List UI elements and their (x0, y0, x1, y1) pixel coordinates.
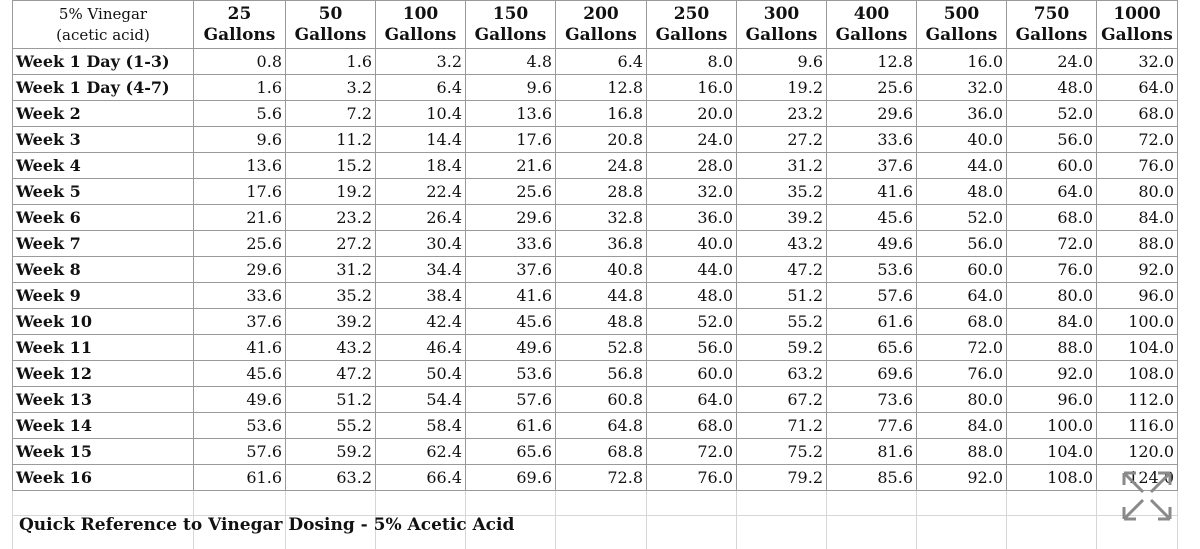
column-header[interactable] (1097, 1, 1178, 49)
table-row (13, 179, 1178, 205)
table-cell[interactable]: 3.2 (286, 75, 376, 101)
table-cell[interactable]: 84.0 (917, 413, 1007, 439)
table-cell[interactable]: 44.8 (556, 283, 647, 309)
table-cell[interactable]: 44.0 (917, 153, 1007, 179)
table-cell[interactable]: 64.0 (1007, 179, 1097, 205)
column-unit: Gallons (379, 25, 462, 46)
table-cell[interactable]: 112.0 (1097, 387, 1178, 413)
dosing-spreadsheet (12, 0, 1178, 549)
empty-cell[interactable] (13, 491, 194, 516)
table-cell[interactable]: 53.6 (466, 361, 556, 387)
table-cell[interactable]: 25.6 (466, 179, 556, 205)
table-caption: Quick Reference to Vinegar Dosing - 5% Acetic Acid (19, 515, 514, 535)
table-cell[interactable]: 32.0 (1097, 49, 1178, 75)
table-cell[interactable]: 20.0 (647, 101, 737, 127)
table-cell[interactable]: 61.6 (466, 413, 556, 439)
table-cell[interactable]: 31.2 (286, 257, 376, 283)
table-cell[interactable]: 120.0 (1097, 439, 1178, 465)
expand-arrows-icon (1116, 465, 1178, 527)
table-cell[interactable]: 39.2 (286, 309, 376, 335)
row-label[interactable]: Week 1 Day (1-3) (13, 49, 194, 75)
table-cell[interactable]: 60.0 (647, 361, 737, 387)
empty-cell[interactable] (376, 491, 466, 516)
table-cell[interactable]: 75.2 (737, 439, 827, 465)
table-cell[interactable]: 41.6 (827, 179, 917, 205)
table-cell[interactable]: 12.8 (827, 49, 917, 75)
table-cell[interactable]: 108.0 (1097, 361, 1178, 387)
table-cell[interactable]: 36.8 (556, 231, 647, 257)
column-header[interactable] (737, 1, 827, 49)
table-cell[interactable]: 65.6 (466, 439, 556, 465)
row-label[interactable]: Week 9 (13, 283, 194, 309)
row-label[interactable]: Week 16 (13, 465, 194, 491)
table-cell[interactable]: 36.0 (917, 101, 1007, 127)
column-unit: Gallons (469, 25, 552, 46)
empty-cell[interactable] (917, 516, 1007, 549)
table-cell[interactable]: 9.6 (737, 49, 827, 75)
table-cell[interactable]: 1.6 (194, 75, 286, 101)
column-size: 250 (650, 4, 733, 25)
table-cell[interactable]: 51.2 (286, 387, 376, 413)
table-cell[interactable]: 68.0 (1097, 101, 1178, 127)
table-cell[interactable]: 52.8 (556, 335, 647, 361)
column-unit: Gallons (559, 25, 643, 46)
table-cell[interactable]: 16.8 (556, 101, 647, 127)
table-row (13, 257, 1178, 283)
table-cell[interactable]: 100.0 (1007, 413, 1097, 439)
table-cell[interactable]: 81.6 (827, 439, 917, 465)
column-unit: Gallons (1100, 25, 1174, 46)
empty-cell[interactable] (827, 516, 917, 549)
table-row (13, 153, 1178, 179)
empty-cell[interactable] (286, 491, 376, 516)
dosing-table (12, 0, 1178, 549)
table-cell[interactable]: 72.0 (647, 439, 737, 465)
table-cell[interactable]: 69.6 (827, 361, 917, 387)
table-cell[interactable]: 80.0 (917, 387, 1007, 413)
table-cell[interactable]: 73.6 (827, 387, 917, 413)
row-label[interactable]: Week 15 (13, 439, 194, 465)
table-cell[interactable]: 28.8 (556, 179, 647, 205)
table-cell[interactable]: 17.6 (466, 127, 556, 153)
empty-cell[interactable] (647, 491, 737, 516)
table-row (13, 361, 1178, 387)
table-row (13, 101, 1178, 127)
table-cell[interactable]: 56.0 (647, 335, 737, 361)
table-cell[interactable]: 16.0 (647, 75, 737, 101)
table-cell[interactable]: 25.6 (194, 231, 286, 257)
table-cell[interactable]: 49.6 (194, 387, 286, 413)
corner-line-1: 5% Vinegar (16, 4, 190, 25)
table-cell[interactable]: 65.6 (827, 335, 917, 361)
column-size: 750 (1010, 4, 1093, 25)
table-cell[interactable]: 88.0 (1097, 231, 1178, 257)
table-cell[interactable]: 96.0 (1007, 387, 1097, 413)
table-row (13, 231, 1178, 257)
row-label[interactable]: Week 7 (13, 231, 194, 257)
table-cell[interactable]: 64.0 (1097, 75, 1178, 101)
empty-cell[interactable] (737, 491, 827, 516)
table-cell[interactable]: 58.4 (376, 413, 466, 439)
table-cell[interactable]: 30.4 (376, 231, 466, 257)
table-cell[interactable]: 40.0 (917, 127, 1007, 153)
column-size: 25 (197, 4, 282, 25)
table-cell[interactable]: 55.2 (286, 413, 376, 439)
table-cell[interactable]: 88.0 (917, 439, 1007, 465)
empty-cell[interactable] (917, 491, 1007, 516)
column-header[interactable] (556, 1, 647, 49)
column-size: 50 (289, 4, 372, 25)
empty-cell[interactable] (556, 491, 647, 516)
table-cell[interactable]: 21.6 (466, 153, 556, 179)
table-cell[interactable]: 68.0 (1007, 205, 1097, 231)
table-cell[interactable]: 39.2 (737, 205, 827, 231)
table-cell[interactable]: 1.6 (286, 49, 376, 75)
empty-cell[interactable] (737, 516, 827, 549)
table-cell[interactable]: 104.0 (1097, 335, 1178, 361)
table-cell[interactable]: 63.2 (286, 465, 376, 491)
table-cell[interactable]: 24.0 (1007, 49, 1097, 75)
table-cell[interactable]: 84.0 (1007, 309, 1097, 335)
table-cell[interactable]: 51.2 (737, 283, 827, 309)
table-cell[interactable]: 41.6 (466, 283, 556, 309)
table-cell[interactable]: 7.2 (286, 101, 376, 127)
table-cell[interactable]: 23.2 (737, 101, 827, 127)
table-cell[interactable]: 76.0 (1097, 153, 1178, 179)
table-cell[interactable]: 47.2 (737, 257, 827, 283)
table-cell[interactable]: 61.6 (827, 309, 917, 335)
table-cell[interactable]: 27.2 (286, 231, 376, 257)
table-cell[interactable]: 76.0 (917, 361, 1007, 387)
row-label[interactable]: Week 5 (13, 179, 194, 205)
table-cell[interactable]: 92.0 (1007, 361, 1097, 387)
table-cell[interactable]: 29.6 (194, 257, 286, 283)
table-cell[interactable]: 37.6 (194, 309, 286, 335)
column-unit: Gallons (650, 25, 733, 46)
table-cell[interactable]: 24.0 (647, 127, 737, 153)
table-cell[interactable]: 50.4 (376, 361, 466, 387)
row-label[interactable]: Week 1 Day (4-7) (13, 75, 194, 101)
table-cell[interactable]: 63.2 (737, 361, 827, 387)
table-cell[interactable]: 72.0 (1097, 127, 1178, 153)
table-cell[interactable]: 43.2 (286, 335, 376, 361)
table-cell[interactable]: 38.4 (376, 283, 466, 309)
row-label[interactable]: Week 2 (13, 101, 194, 127)
empty-cell[interactable] (194, 491, 286, 516)
table-cell[interactable]: 48.0 (917, 179, 1007, 205)
table-row (13, 283, 1178, 309)
table-cell[interactable]: 80.0 (1007, 283, 1097, 309)
table-cell[interactable]: 9.6 (466, 75, 556, 101)
table-cell[interactable]: 45.6 (466, 309, 556, 335)
table-cell[interactable]: 104.0 (1007, 439, 1097, 465)
table-cell[interactable]: 49.6 (827, 231, 917, 257)
table-cell[interactable]: 68.0 (917, 309, 1007, 335)
column-header[interactable] (647, 1, 737, 49)
table-cell[interactable]: 84.0 (1097, 205, 1178, 231)
table-cell[interactable]: 18.4 (376, 153, 466, 179)
table-row (13, 413, 1178, 439)
table-cell[interactable]: 42.4 (376, 309, 466, 335)
table-cell[interactable]: 88.0 (1007, 335, 1097, 361)
table-cell[interactable]: 14.4 (376, 127, 466, 153)
corner-line-2: (acetic acid) (16, 25, 190, 46)
table-cell[interactable]: 56.0 (917, 231, 1007, 257)
table-cell[interactable]: 77.6 (827, 413, 917, 439)
table-cell[interactable]: 3.2 (376, 49, 466, 75)
table-cell[interactable]: 33.6 (194, 283, 286, 309)
row-label[interactable]: Week 8 (13, 257, 194, 283)
table-cell[interactable]: 59.2 (737, 335, 827, 361)
table-cell[interactable]: 52.0 (1007, 101, 1097, 127)
table-cell[interactable]: 32.8 (556, 205, 647, 231)
table-cell[interactable]: 21.6 (194, 205, 286, 231)
table-cell[interactable]: 33.6 (466, 231, 556, 257)
table-cell[interactable]: 13.6 (466, 101, 556, 127)
table-cell[interactable]: 68.8 (556, 439, 647, 465)
table-row (13, 49, 1178, 75)
header-row (13, 1, 1178, 49)
table-cell[interactable]: 76.0 (1007, 257, 1097, 283)
corner-header[interactable] (13, 1, 194, 49)
table-row (13, 309, 1178, 335)
table-cell[interactable]: 40.8 (556, 257, 647, 283)
table-cell[interactable]: 0.8 (194, 49, 286, 75)
table-cell[interactable]: 92.0 (917, 465, 1007, 491)
table-row (13, 439, 1178, 465)
table-cell[interactable]: 11.2 (286, 127, 376, 153)
table-cell[interactable]: 54.4 (376, 387, 466, 413)
table-row (13, 335, 1178, 361)
table-cell[interactable]: 55.2 (737, 309, 827, 335)
empty-cell[interactable] (647, 516, 737, 549)
table-cell[interactable]: 4.8 (466, 49, 556, 75)
column-size: 400 (830, 4, 913, 25)
empty-cell[interactable] (466, 491, 556, 516)
table-cell[interactable]: 56.8 (556, 361, 647, 387)
table-cell[interactable]: 33.6 (827, 127, 917, 153)
row-label[interactable]: Week 3 (13, 127, 194, 153)
table-cell[interactable]: 47.2 (286, 361, 376, 387)
table-cell[interactable]: 23.2 (286, 205, 376, 231)
column-unit: Gallons (1010, 25, 1093, 46)
table-cell[interactable]: 35.2 (737, 179, 827, 205)
table-cell[interactable]: 40.0 (647, 231, 737, 257)
table-cell[interactable]: 29.6 (466, 205, 556, 231)
table-cell[interactable]: 44.0 (647, 257, 737, 283)
row-label[interactable]: Week 11 (13, 335, 194, 361)
table-cell[interactable]: 26.4 (376, 205, 466, 231)
table-cell[interactable]: 16.0 (917, 49, 1007, 75)
table-cell[interactable]: 49.6 (466, 335, 556, 361)
table-cell[interactable]: 25.6 (827, 75, 917, 101)
table-cell[interactable]: 46.4 (376, 335, 466, 361)
empty-cell[interactable] (556, 516, 647, 549)
table-cell[interactable]: 15.2 (286, 153, 376, 179)
row-label[interactable]: Week 14 (13, 413, 194, 439)
table-cell[interactable]: 57.6 (466, 387, 556, 413)
column-header[interactable] (1007, 1, 1097, 49)
table-cell[interactable]: 27.2 (737, 127, 827, 153)
table-cell[interactable]: 72.0 (917, 335, 1007, 361)
table-cell[interactable]: 79.2 (737, 465, 827, 491)
table-cell[interactable]: 32.0 (647, 179, 737, 205)
table-row (13, 387, 1178, 413)
table-cell[interactable]: 59.2 (286, 439, 376, 465)
table-row (13, 127, 1178, 153)
row-label[interactable]: Week 13 (13, 387, 194, 413)
column-header[interactable] (286, 1, 376, 49)
column-unit: Gallons (830, 25, 913, 46)
column-unit: Gallons (920, 25, 1003, 46)
table-cell[interactable]: 100.0 (1097, 309, 1178, 335)
table-cell[interactable]: 52.0 (647, 309, 737, 335)
table-cell[interactable]: 48.8 (556, 309, 647, 335)
table-cell[interactable]: 61.6 (194, 465, 286, 491)
table-cell[interactable]: 36.0 (647, 205, 737, 231)
table-cell[interactable]: 48.0 (1007, 75, 1097, 101)
table-cell[interactable]: 64.8 (556, 413, 647, 439)
table-cell[interactable]: 29.6 (827, 101, 917, 127)
table-cell[interactable]: 19.2 (286, 179, 376, 205)
column-header[interactable] (376, 1, 466, 49)
table-cell[interactable]: 68.0 (647, 413, 737, 439)
table-cell[interactable]: 64.0 (647, 387, 737, 413)
table-cell[interactable]: 56.0 (1007, 127, 1097, 153)
column-size: 100 (379, 4, 462, 25)
table-cell[interactable]: 116.0 (1097, 413, 1178, 439)
column-size: 300 (740, 4, 823, 25)
table-cell[interactable]: 60.8 (556, 387, 647, 413)
table-cell[interactable]: 92.0 (1097, 257, 1178, 283)
table-cell[interactable]: 85.6 (827, 465, 917, 491)
table-row (13, 75, 1178, 101)
row-label[interactable]: Week 10 (13, 309, 194, 335)
table-cell[interactable]: 108.0 (1007, 465, 1097, 491)
table-cell[interactable]: 35.2 (286, 283, 376, 309)
column-size: 150 (469, 4, 552, 25)
empty-cell[interactable] (1007, 516, 1097, 549)
table-row (13, 465, 1178, 491)
column-header[interactable] (827, 1, 917, 49)
table-cell[interactable]: 76.0 (647, 465, 737, 491)
table-cell[interactable]: 67.2 (737, 387, 827, 413)
column-unit: Gallons (289, 25, 372, 46)
column-unit: Gallons (740, 25, 823, 46)
table-cell[interactable]: 80.0 (1097, 179, 1178, 205)
table-cell[interactable]: 37.6 (466, 257, 556, 283)
table-cell[interactable]: 28.0 (647, 153, 737, 179)
table-cell[interactable]: 8.0 (647, 49, 737, 75)
column-header[interactable] (194, 1, 286, 49)
empty-row (13, 491, 1178, 516)
row-label[interactable]: Week 12 (13, 361, 194, 387)
table-cell[interactable]: 69.6 (466, 465, 556, 491)
column-size: 500 (920, 4, 1003, 25)
table-cell[interactable]: 64.0 (917, 283, 1007, 309)
table-cell[interactable]: 53.6 (827, 257, 917, 283)
column-unit: Gallons (197, 25, 282, 46)
column-header[interactable] (917, 1, 1007, 49)
table-cell[interactable]: 48.0 (647, 283, 737, 309)
expand-button[interactable] (1116, 465, 1178, 527)
table-cell[interactable]: 45.6 (827, 205, 917, 231)
table-cell[interactable]: 72.8 (556, 465, 647, 491)
table-cell[interactable]: 72.0 (1007, 231, 1097, 257)
empty-cell[interactable] (1007, 491, 1097, 516)
table-cell[interactable]: 124.0 (1097, 465, 1178, 491)
column-size: 1000 (1100, 4, 1174, 25)
table-cell[interactable]: 34.4 (376, 257, 466, 283)
table-cell[interactable]: 5.6 (194, 101, 286, 127)
table-cell[interactable]: 32.0 (917, 75, 1007, 101)
table-cell[interactable]: 52.0 (917, 205, 1007, 231)
table-cell[interactable]: 6.4 (376, 75, 466, 101)
table-cell[interactable]: 6.4 (556, 49, 647, 75)
table-cell[interactable]: 71.2 (737, 413, 827, 439)
table-cell[interactable]: 57.6 (194, 439, 286, 465)
table-cell[interactable]: 57.6 (827, 283, 917, 309)
table-row (13, 205, 1178, 231)
table-cell[interactable]: 13.6 (194, 153, 286, 179)
column-size: 200 (559, 4, 643, 25)
table-cell[interactable]: 31.2 (737, 153, 827, 179)
row-label[interactable]: Week 4 (13, 153, 194, 179)
table-cell[interactable]: 41.6 (194, 335, 286, 361)
table-cell[interactable]: 12.8 (556, 75, 647, 101)
table-cell[interactable]: 24.8 (556, 153, 647, 179)
table-cell[interactable]: 62.4 (376, 439, 466, 465)
table-cell[interactable]: 53.6 (194, 413, 286, 439)
table-cell[interactable]: 60.0 (1007, 153, 1097, 179)
table-cell[interactable]: 19.2 (737, 75, 827, 101)
table-cell[interactable]: 66.4 (376, 465, 466, 491)
table-cell[interactable]: 20.8 (556, 127, 647, 153)
table-cell[interactable]: 22.4 (376, 179, 466, 205)
column-header[interactable] (466, 1, 556, 49)
table-cell[interactable]: 43.2 (737, 231, 827, 257)
empty-cell[interactable] (827, 491, 917, 516)
table-cell[interactable]: 17.6 (194, 179, 286, 205)
table-cell[interactable]: 45.6 (194, 361, 286, 387)
row-label[interactable]: Week 6 (13, 205, 194, 231)
table-cell[interactable]: 10.4 (376, 101, 466, 127)
table-cell[interactable]: 37.6 (827, 153, 917, 179)
table-cell[interactable]: 96.0 (1097, 283, 1178, 309)
table-cell[interactable]: 9.6 (194, 127, 286, 153)
table-cell[interactable]: 60.0 (917, 257, 1007, 283)
